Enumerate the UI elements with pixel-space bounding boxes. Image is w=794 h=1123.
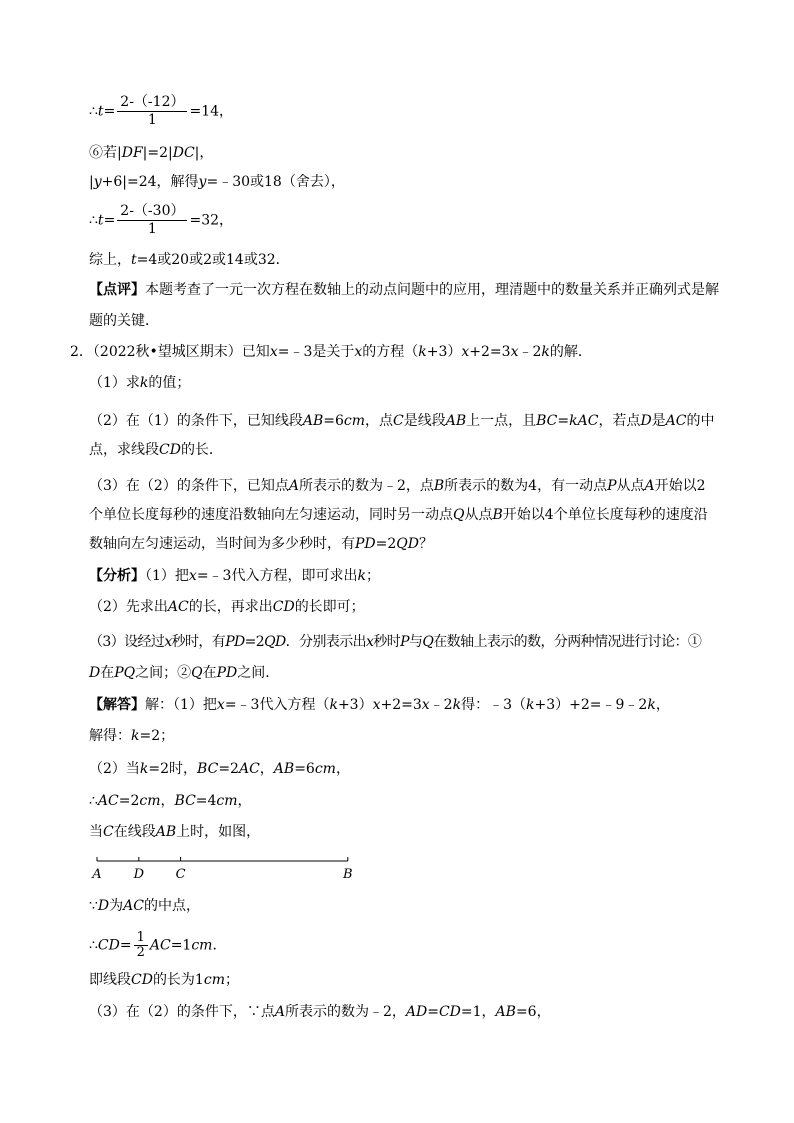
- text: 从点: [464, 507, 493, 523]
- text: 所表示的数为﹣2，点: [298, 478, 434, 494]
- var: AB: [273, 761, 295, 777]
- unit: cm: [203, 972, 225, 988]
- therefore-symbol: ∴: [89, 937, 98, 954]
- text: ，: [259, 761, 274, 777]
- text: =1，: [460, 1004, 496, 1020]
- text: 的中: [686, 413, 715, 429]
- abs-dc: |DC|: [168, 145, 200, 161]
- text: 秒时，有: [171, 634, 226, 650]
- var: AC: [167, 599, 189, 615]
- var: AD: [405, 1004, 428, 1020]
- var: CD: [159, 442, 181, 458]
- var: k: [131, 728, 140, 744]
- var: Q: [191, 665, 203, 681]
- analysis-line-3: [89, 632, 701, 652]
- text: =6，: [515, 1004, 551, 1020]
- fraction-numerator: 1: [134, 931, 148, 946]
- var: PQ: [114, 665, 136, 681]
- text: 在: [100, 665, 115, 681]
- text: +3）: [337, 697, 373, 713]
- equals: =: [119, 937, 132, 954]
- text: 从点: [616, 478, 645, 494]
- var: AC: [665, 413, 687, 429]
- var: PD: [225, 634, 245, 650]
- var: PD: [355, 536, 376, 552]
- text: ．分别表示出: [285, 634, 367, 650]
- var: AC: [123, 898, 144, 914]
- fraction-denominator: 1: [147, 112, 157, 128]
- text: =2: [244, 634, 265, 650]
- text: =2: [147, 145, 169, 161]
- text: 是线段: [403, 413, 446, 429]
- var: k: [647, 697, 656, 713]
- text: ﹣2: [518, 344, 542, 360]
- question-source: （2022秋•望城区期末）: [92, 344, 242, 360]
- comment-text: 本题考查了一元一次方程在数轴上的动点问题中的应用，理清题中的数量关系并正确列式是解: [145, 282, 719, 298]
- text: 之间；②: [135, 665, 192, 681]
- q2-part-3-line-3: [89, 534, 433, 554]
- because-symbol: ∵: [89, 898, 98, 914]
- line-t-equals-14: [89, 94, 233, 129]
- var: C: [393, 413, 404, 429]
- text: =: [427, 1004, 439, 1020]
- text: 当: [89, 824, 103, 840]
- var: k: [526, 697, 535, 713]
- text: 的中点，: [143, 898, 200, 914]
- text: 即线段: [89, 972, 131, 988]
- text: =2时，: [148, 761, 198, 777]
- text: （1）把: [145, 568, 189, 584]
- segment-figure: [80, 848, 370, 888]
- abs-df: |DF|: [117, 145, 148, 161]
- therefore-symbol: ∴: [89, 212, 98, 229]
- solution-length: [89, 970, 239, 990]
- question-number: 2．: [70, 344, 93, 360]
- text: +3）+2=﹣9﹣2: [534, 697, 648, 713]
- var: AC: [149, 937, 171, 954]
- text: =4: [195, 793, 217, 809]
- therefore-symbol: ∴: [89, 103, 98, 120]
- circled-six: ⑥: [89, 145, 103, 161]
- result-14: =14，: [189, 103, 234, 120]
- text: ，: [655, 697, 670, 713]
- text: +3）: [426, 344, 462, 360]
- var: kAC: [569, 413, 599, 429]
- text: 所表示的数为4，有一动点: [444, 478, 608, 494]
- text: （2）先求出: [89, 599, 168, 615]
- text: 解得：: [89, 728, 131, 744]
- text: 点: [260, 1004, 275, 1020]
- text: 秒时: [373, 634, 401, 650]
- var: AB: [495, 1004, 516, 1020]
- text: 之间．: [237, 665, 280, 681]
- var: D: [89, 665, 101, 681]
- var: k: [357, 568, 366, 584]
- point-label-A: A: [92, 867, 102, 882]
- var: P: [607, 478, 617, 494]
- solution-line-1: [89, 695, 670, 715]
- text: 开始以4个单位长度每秒的速度沿: [502, 507, 708, 523]
- equals: =: [103, 103, 116, 120]
- text: =﹣3代入方程（: [224, 697, 330, 713]
- var: Q: [453, 507, 465, 523]
- line-t-equals-32: [89, 203, 233, 238]
- var: x: [372, 697, 381, 713]
- var: P: [400, 634, 409, 650]
- text: =: [557, 413, 570, 429]
- var: x: [188, 568, 197, 584]
- var-t: t: [131, 252, 137, 268]
- var: B: [433, 478, 445, 494]
- text: 在线段: [113, 824, 156, 840]
- text: =2: [218, 761, 239, 777]
- comment-line-1: [89, 280, 719, 300]
- text: 的长，再求出: [188, 599, 273, 615]
- text: =1: [170, 937, 192, 954]
- text: ﹣2: [429, 697, 453, 713]
- var: CD: [438, 1004, 461, 1020]
- result-32: =32，: [189, 212, 234, 229]
- text: （3）设经过: [89, 634, 165, 650]
- text: ．: [212, 937, 227, 954]
- text: 数轴向左匀速运动，当时间为多少秒时，有: [89, 536, 355, 552]
- var: x: [366, 634, 374, 650]
- solution-midpoint: [89, 896, 200, 916]
- var: CD: [97, 937, 120, 954]
- analysis-line-4: [89, 663, 279, 683]
- var: AC: [238, 761, 260, 777]
- point-label-C: C: [175, 867, 186, 882]
- text: =2；: [139, 728, 175, 744]
- var: CD: [272, 599, 295, 615]
- text: ，若点: [598, 413, 641, 429]
- var: x: [216, 697, 225, 713]
- var-t: t: [97, 212, 104, 229]
- var: BC: [536, 413, 558, 429]
- q2-part-3-line-2: [89, 505, 708, 525]
- unit: cm: [343, 413, 365, 429]
- text: 的长．: [180, 442, 223, 458]
- equals: =: [103, 212, 116, 229]
- text: ，点: [365, 413, 393, 429]
- text: 与: [408, 634, 423, 650]
- var: D: [640, 413, 652, 429]
- var-x: x: [354, 344, 363, 360]
- var: BC: [197, 761, 219, 777]
- q2-part-1: [89, 373, 190, 393]
- unit: cm: [314, 761, 336, 777]
- var-y: y: [93, 174, 102, 190]
- text: 在数轴上表示的数，分两种情况进行讨论：①: [433, 634, 702, 650]
- text: 为: [109, 898, 124, 914]
- text: =6: [294, 761, 315, 777]
- q2-part-2-line-2: [89, 440, 223, 460]
- var: Q: [422, 634, 434, 650]
- text: ；: [365, 568, 380, 584]
- therefore-symbol: ∴: [89, 793, 98, 809]
- var-x: x: [269, 344, 278, 360]
- text: 若: [103, 145, 117, 161]
- text: 解：（1）把: [145, 697, 217, 713]
- point-label-D: D: [133, 867, 145, 882]
- text: ，: [199, 145, 214, 161]
- unit: cm: [139, 793, 161, 809]
- fraction-denominator: 1: [147, 221, 157, 237]
- comment-tag: 【点评】: [89, 282, 145, 298]
- var: A: [288, 478, 299, 494]
- solution-k: [89, 726, 174, 746]
- text: （2）当: [89, 761, 140, 777]
- var: AB: [445, 413, 467, 429]
- var: k: [452, 697, 462, 713]
- case-6-line: [89, 143, 213, 163]
- comment-text: 题的关键．: [89, 313, 159, 329]
- fraction-numerator: 2-（-30）: [117, 203, 187, 221]
- var-x: x: [510, 344, 519, 360]
- solution-part-2: [89, 759, 350, 779]
- var: BC: [174, 793, 196, 809]
- text: +6|=24，解得: [101, 174, 199, 190]
- analysis-line-1: [89, 566, 380, 586]
- fraction-12: [117, 94, 187, 129]
- var: CD: [131, 972, 153, 988]
- text: 的值；: [148, 375, 191, 391]
- var: AB: [155, 824, 177, 840]
- var-y: y: [198, 174, 207, 190]
- analysis-tag: 【分析】: [89, 568, 145, 584]
- comment-line-2: [89, 311, 159, 331]
- fraction-half: [134, 931, 148, 960]
- text: =6: [323, 413, 344, 429]
- var: QD: [396, 536, 419, 552]
- text: （3）在（2）的条件下，已知点: [89, 478, 289, 494]
- var: D: [97, 898, 110, 914]
- var: x: [164, 634, 172, 650]
- var-k: k: [541, 344, 550, 360]
- text: 的长即可；: [294, 599, 365, 615]
- solution-ac: [89, 791, 252, 811]
- abs-y-line: [89, 172, 345, 192]
- text: ，: [237, 793, 252, 809]
- text: 个单位长度每秒的速度沿数轴向左匀速运动，同时另一动点: [89, 507, 453, 523]
- text: ，: [335, 761, 350, 777]
- var: k: [329, 697, 338, 713]
- fraction-numerator: 2-（-12）: [117, 94, 187, 112]
- text: （2）在（1）的条件下，已知线段: [89, 413, 303, 429]
- text: ；: [224, 972, 239, 988]
- var: A: [274, 1004, 285, 1020]
- var-k: k: [418, 344, 427, 360]
- text: 的解．: [549, 344, 592, 360]
- text: 开始以2: [654, 478, 706, 494]
- text: 上时，如图，: [176, 824, 261, 840]
- solution-when: [89, 822, 260, 842]
- text: 上一点，且: [466, 413, 537, 429]
- summary-line: [89, 250, 290, 270]
- text: |: [89, 174, 94, 190]
- var: x: [421, 697, 430, 713]
- text: 所表示的数为﹣2，: [284, 1004, 406, 1020]
- text: ，: [160, 793, 175, 809]
- text: 点，求线段: [89, 442, 159, 458]
- q2-part-3-line-1: [89, 476, 706, 496]
- text: 已知: [241, 344, 270, 360]
- text: 的方程（: [362, 344, 419, 360]
- text: =﹣3是关于: [277, 344, 355, 360]
- unit: cm: [191, 937, 213, 954]
- text: =2: [375, 536, 397, 552]
- var: PD: [216, 665, 238, 681]
- fraction-30: [117, 203, 187, 238]
- text: =﹣30或18（舍去），: [206, 174, 345, 190]
- text: =4或20或2或14或32．: [136, 252, 290, 268]
- var: k: [139, 761, 149, 777]
- point-label-B: B: [343, 867, 353, 882]
- text: 是: [651, 413, 666, 429]
- var: A: [644, 478, 655, 494]
- text: =﹣3代入方程，即可求出: [196, 568, 358, 584]
- analysis-line-2: [89, 597, 365, 617]
- var: C: [103, 824, 114, 840]
- text: （3）在（2）的条件下，: [89, 1004, 247, 1020]
- fraction-denominator: 2: [136, 945, 145, 960]
- text: =2: [118, 793, 140, 809]
- text: +2=3: [380, 697, 422, 713]
- solution-tag: 【解答】: [89, 697, 145, 713]
- question-2-header: [70, 342, 592, 362]
- var: AB: [302, 413, 324, 429]
- text: 在: [202, 665, 217, 681]
- solution-part-3: [89, 1002, 551, 1022]
- var: AC: [97, 793, 119, 809]
- text: +2=3: [469, 344, 511, 360]
- var: B: [492, 507, 503, 523]
- because-symbol: ∵: [246, 1004, 261, 1020]
- q2-part-2-line-1: [89, 411, 715, 431]
- var: QD: [264, 634, 286, 650]
- unit: cm: [216, 793, 238, 809]
- solution-cd: [89, 931, 226, 960]
- text: 得：﹣3（: [461, 697, 527, 713]
- text: 综上，: [89, 252, 131, 268]
- text: ？: [419, 536, 433, 552]
- var-x: x: [461, 344, 470, 360]
- var-k: k: [139, 375, 149, 391]
- var-t: t: [97, 103, 104, 120]
- text: 的长为1: [152, 972, 204, 988]
- text: （1）求: [89, 375, 140, 391]
